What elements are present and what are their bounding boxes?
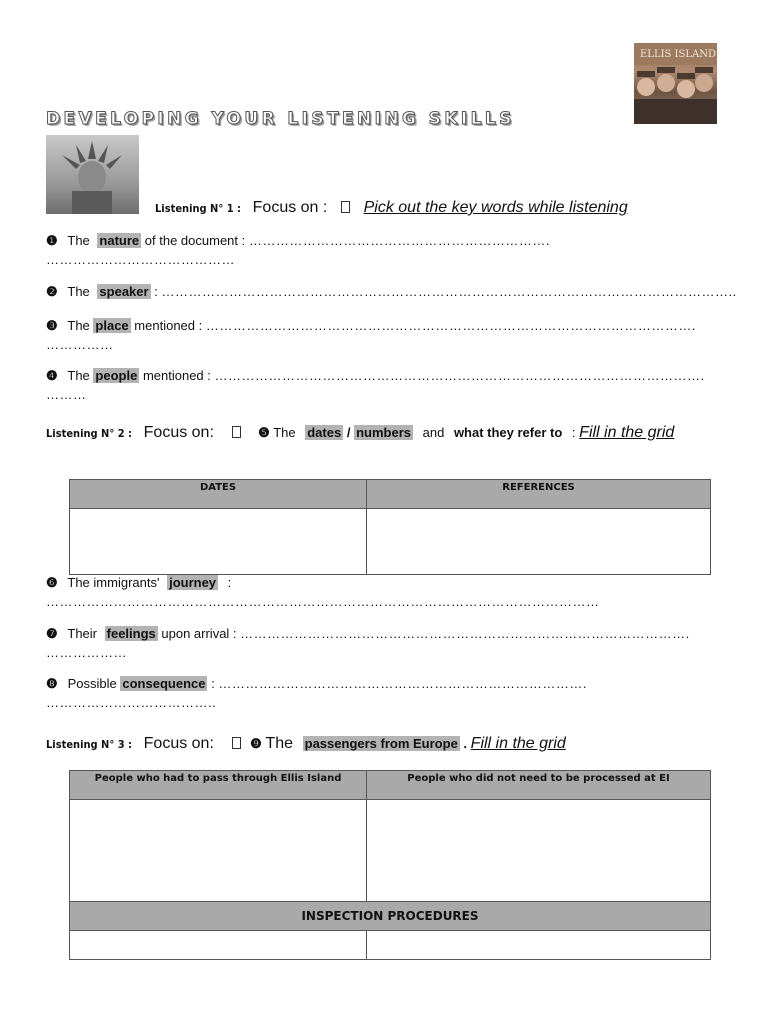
listening-2-items	[46, 575, 726, 710]
listening-3-focus: Focus on:	[143, 735, 214, 752]
answer-dots[interactable]: ……………………………………………………………………………………………….	[205, 318, 696, 333]
checkbox-icon[interactable]	[232, 426, 241, 438]
item-pre: The immigrants'	[67, 575, 160, 590]
item-post: upon arrival :	[161, 626, 237, 641]
answer-dots[interactable]: ………………………………………………………….	[248, 233, 550, 248]
page-title: DEVELOPING YOUR LISTENING SKILLS	[46, 109, 515, 129]
bullet-7: ❼	[46, 626, 58, 641]
listening-1-items	[46, 233, 737, 402]
item-pre: Possible	[67, 676, 117, 691]
bullet-4: ❹	[46, 368, 58, 383]
answer-dots-cont[interactable]: ………………	[46, 645, 127, 660]
keyword-place: place	[95, 318, 129, 333]
listening-2-task: Fill in the grid	[579, 424, 675, 441]
bullet-6: ❻	[46, 575, 58, 590]
listening-3-header	[46, 735, 566, 753]
keyword-consequence: consequence	[122, 676, 206, 691]
item-pre: The	[67, 233, 90, 248]
item-pre: The	[67, 284, 90, 299]
keyword-feelings: feelings	[106, 626, 156, 641]
item-post: mentioned :	[134, 318, 203, 333]
answer-dots-cont[interactable]: ……………………………………	[46, 252, 235, 267]
passengers-table	[69, 770, 711, 960]
dates-table	[69, 479, 711, 575]
item-feelings	[46, 626, 726, 642]
listening-1-task: Pick out the key words while listening	[363, 199, 628, 216]
bullet-9: ❾	[250, 736, 262, 751]
listening-3-label: Listening N° 3 :	[46, 738, 133, 751]
keyword-speaker: speaker	[99, 284, 149, 299]
inspection-procedures-header: INSPECTION PROCEDURES	[70, 902, 711, 931]
answer-dots-cont[interactable]: ……………………………………………………………………………………………………………	[46, 594, 600, 609]
answer-dots[interactable]: ……………………………………………………………………….	[218, 676, 587, 691]
keyword-numbers: numbers	[356, 425, 411, 440]
answer-dots[interactable]: ……………………………………………………………………………………….	[240, 626, 690, 641]
listening-1-header	[155, 199, 628, 217]
l3-the: The	[265, 735, 294, 752]
photo-logo-text: ELLIS ISLAND	[640, 49, 716, 60]
answer-dots-cont[interactable]: ……………	[46, 337, 114, 352]
l2-refer: what they refer to	[453, 425, 563, 440]
dates-cell[interactable]	[70, 509, 367, 575]
listening-2-header	[46, 421, 726, 445]
item-place	[46, 318, 726, 334]
bullet-2: ❷	[46, 284, 58, 299]
checkbox-icon[interactable]	[232, 737, 241, 749]
answer-dots-cont[interactable]: ………………………………..	[46, 695, 217, 710]
immigrants-illustration	[634, 43, 717, 124]
l2-the: The	[273, 425, 296, 440]
answer-dots[interactable]: ……………………………………………………………………………………………….	[214, 368, 705, 383]
item-pre: The	[67, 318, 90, 333]
references-header: REFERENCES	[367, 480, 711, 509]
answer-dots-cont[interactable]: ………	[46, 387, 87, 402]
listening-2-label: Listening N° 2 :	[46, 427, 133, 440]
keyword-people: people	[95, 368, 138, 383]
bullet-8: ❽	[46, 676, 58, 691]
slash: /	[346, 425, 351, 440]
item-journey	[46, 575, 726, 591]
l2-colon: :	[571, 425, 576, 440]
not-processed-cell[interactable]	[367, 800, 711, 902]
item-people	[46, 368, 726, 384]
checkbox-icon[interactable]	[341, 201, 350, 213]
keyword-journey: journey	[169, 575, 217, 590]
statue-of-liberty-photo	[46, 135, 139, 214]
l2-and: and	[422, 425, 445, 440]
listening-1-label: Listening N° 1 :	[155, 202, 242, 215]
item-post: mentioned :	[142, 368, 211, 383]
bullet-1: ❶	[46, 233, 58, 248]
item-speaker	[46, 284, 737, 300]
keyword-dates: dates	[307, 425, 342, 440]
ellis-island-cell[interactable]	[70, 800, 367, 902]
listening-3-task: Fill in the grid	[470, 735, 566, 752]
not-processed-header: People who did not need to be processed at EI	[367, 771, 711, 800]
l3-dot: .	[463, 736, 468, 751]
item-nature	[46, 233, 726, 249]
inspection-cell-left[interactable]	[70, 931, 367, 960]
keyword-passengers: passengers from Europe	[304, 736, 458, 751]
bullet-5: ❺	[258, 425, 270, 440]
item-pre: Their	[67, 626, 98, 641]
item-consequence	[46, 676, 726, 692]
ellis-island-immigrants-photo	[634, 43, 717, 124]
item-post: :	[227, 575, 232, 590]
item-post: of the document :	[144, 233, 246, 248]
inspection-cell-right[interactable]	[367, 931, 711, 960]
item-post: :	[154, 284, 158, 299]
item-pre: The	[67, 368, 90, 383]
listening-2-focus: Focus on:	[143, 424, 214, 441]
references-cell[interactable]	[367, 509, 711, 575]
ellis-island-header: People who had to pass through Ellis Island	[70, 771, 367, 800]
listening-1-focus: Focus on :	[252, 199, 328, 216]
bullet-3: ❸	[46, 318, 58, 333]
answer-dots[interactable]: ………………………………………………………………………………………………………………..	[161, 284, 737, 299]
dates-header: DATES	[70, 480, 367, 509]
item-post: :	[211, 676, 215, 691]
keyword-nature: nature	[99, 233, 140, 248]
statue-illustration	[46, 135, 139, 214]
